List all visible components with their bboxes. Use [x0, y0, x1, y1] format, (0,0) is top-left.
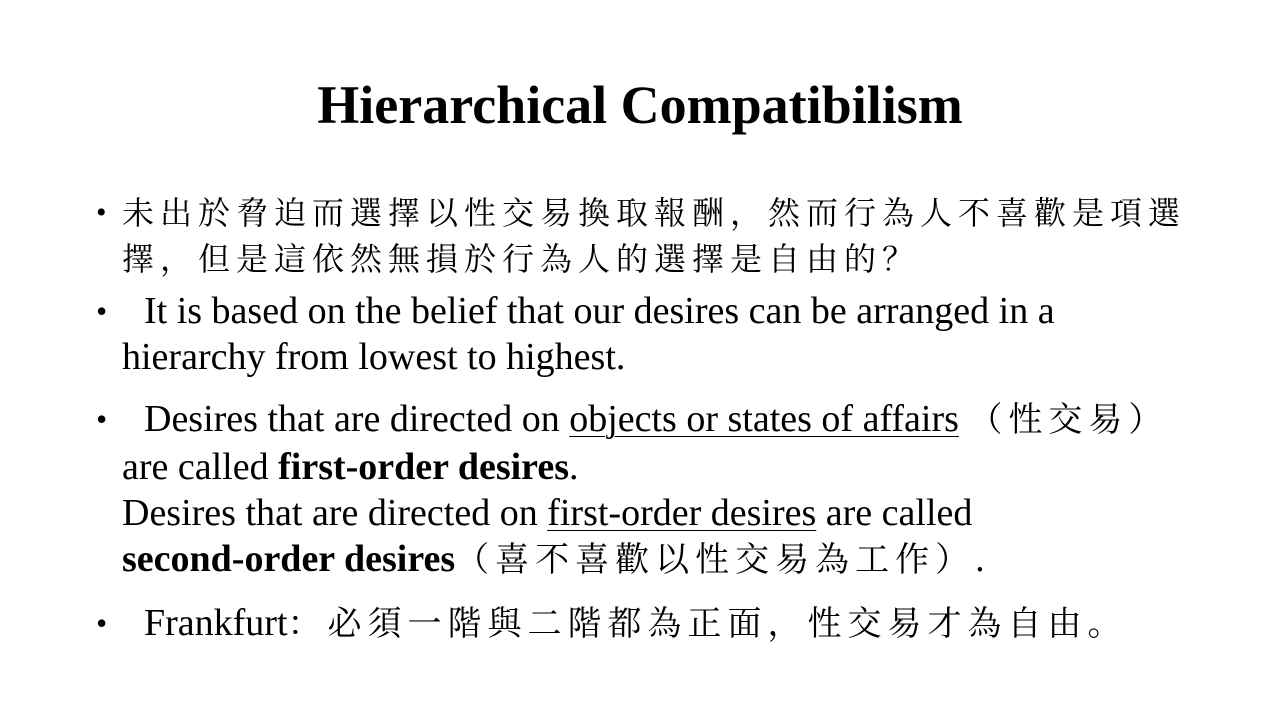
bullet-continuation: [122, 490, 1206, 536]
bullet-marker: •: [96, 196, 107, 229]
text-segment: Desires that are directed on: [144, 398, 570, 440]
bullet-item-coercion-question: [96, 190, 1206, 282]
bullet-marker: •: [96, 605, 108, 641]
text-segment: Frankfurt: [144, 602, 288, 644]
bold-term-first-order: first-order desires: [278, 446, 570, 488]
bullet-marker: •: [96, 293, 108, 329]
underlined-term: first-order desires: [547, 492, 817, 534]
underlined-term: objects or states of affairs: [569, 398, 959, 440]
cjk-annotation: （性交易）: [968, 402, 1169, 439]
bold-term-second-order: second-order desires: [122, 538, 456, 580]
text-segment: .: [569, 446, 579, 488]
text-segment: .: [975, 538, 985, 580]
bullet-marker: •: [96, 401, 108, 437]
bullet-item-frankfurt: [96, 600, 1206, 648]
bullet-text: [122, 398, 1168, 488]
text-segment: are called: [122, 446, 279, 488]
cjk-annotation: （喜不喜歡以性交易為工作）: [455, 542, 976, 579]
bullet-continuation: [122, 536, 1206, 584]
bullet-item-desire-orders: [96, 396, 1206, 584]
bullet-text: [122, 602, 1128, 644]
bullet-text-line-2: 擇，但是這依然無損於行為人的選擇是自由的？: [122, 241, 921, 277]
text-segment: are called: [816, 492, 973, 534]
slide-title: Hierarchical Compatibilism: [317, 75, 963, 135]
cjk-text: ：必須一階與二階都為正面，性交易才為自由。: [287, 606, 1128, 643]
bullet-text: It is based on the belief that our desires can be arranged in a hierarchy from lowest to highest.: [122, 290, 1055, 378]
bullet-list: [96, 190, 1206, 664]
bullet-text-line-1: 未出於脅迫而選擇以性交易換取報酬，然而行為人不喜歡是項選: [122, 195, 1187, 231]
text-segment: Desires that are directed on: [122, 492, 548, 534]
bullet-item-hierarchy-belief: [96, 288, 1206, 380]
